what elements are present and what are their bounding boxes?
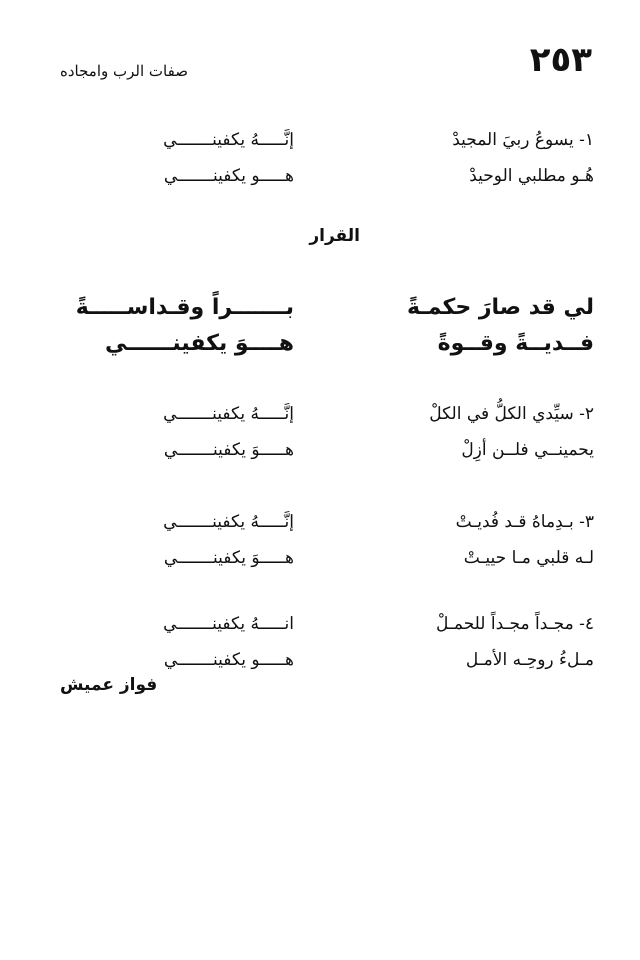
verse-2-line-1 [58, 398, 594, 430]
chorus-line-1 [58, 292, 594, 324]
verse-line-refrain: إنَّـــــهُ يكفينـــــــي [163, 130, 294, 150]
verse-line-text: مـلءُ روحِـه الأمـل [465, 650, 594, 670]
author-name: فواز عميش [60, 675, 158, 695]
chorus-line-text: فــديــةً وقــوةً [437, 331, 594, 356]
verse-line-refrain: انـــــهُ يكفينـــــــي [163, 614, 294, 634]
verse-line-text: هُـو مطلبي الوحيدْ [469, 166, 594, 186]
chorus-line-2 [58, 328, 594, 360]
verse-line-text: ٢- سيِّدي الكلُّ في الكلْ [429, 404, 594, 424]
verse-line-refrain: هـــــو يكفينـــــــي [163, 166, 294, 186]
chorus-line-text: لي قد صارَ حكمـةً [406, 295, 594, 320]
verse-line-refrain: هـــــو يكفينـــــــي [163, 650, 294, 670]
chorus-title: القرار [309, 226, 360, 246]
verse-line-refrain: إنَّـــــهُ يكفينـــــــي [163, 404, 294, 424]
section-title: صفات الرب وامجاده [60, 62, 188, 80]
verse-line-refrain: إنَّـــــهُ يكفينـــــــي [163, 512, 294, 532]
verse-1-line-2 [58, 160, 594, 192]
chorus-line-refrain: بـــــــراً وقـداســـــةً [75, 295, 294, 320]
verse-line-text: ٤- مجـداً مجـداً للحمـلْ [436, 614, 594, 634]
verse-1-line-1 [58, 124, 594, 156]
verse-4-line-1 [58, 608, 594, 640]
hymn-number: ٢٥٣ [529, 40, 592, 80]
verse-3-line-2 [58, 542, 594, 574]
verse-line-refrain: هـــــوَ يكفينـــــــي [163, 548, 294, 568]
verse-line-refrain: هـــــوَ يكفينـــــــي [163, 440, 294, 460]
verse-line-text: ١- يسوعُ ربيَ المجيدْ [452, 130, 594, 150]
verse-line-text: لـه قلبي مـا حييـتْ [463, 548, 594, 568]
verse-4-line-2 [58, 644, 594, 676]
chorus-line-refrain: هــــوَ يكفينــــــي [104, 331, 294, 356]
verse-3-line-1 [58, 506, 594, 538]
verse-line-text: يحمينــي فلــن أزِلْ [461, 440, 594, 460]
verse-line-text: ٣- بـدِماهُ قـد فُديـتْ [455, 512, 594, 532]
verse-2-line-2 [58, 434, 594, 466]
